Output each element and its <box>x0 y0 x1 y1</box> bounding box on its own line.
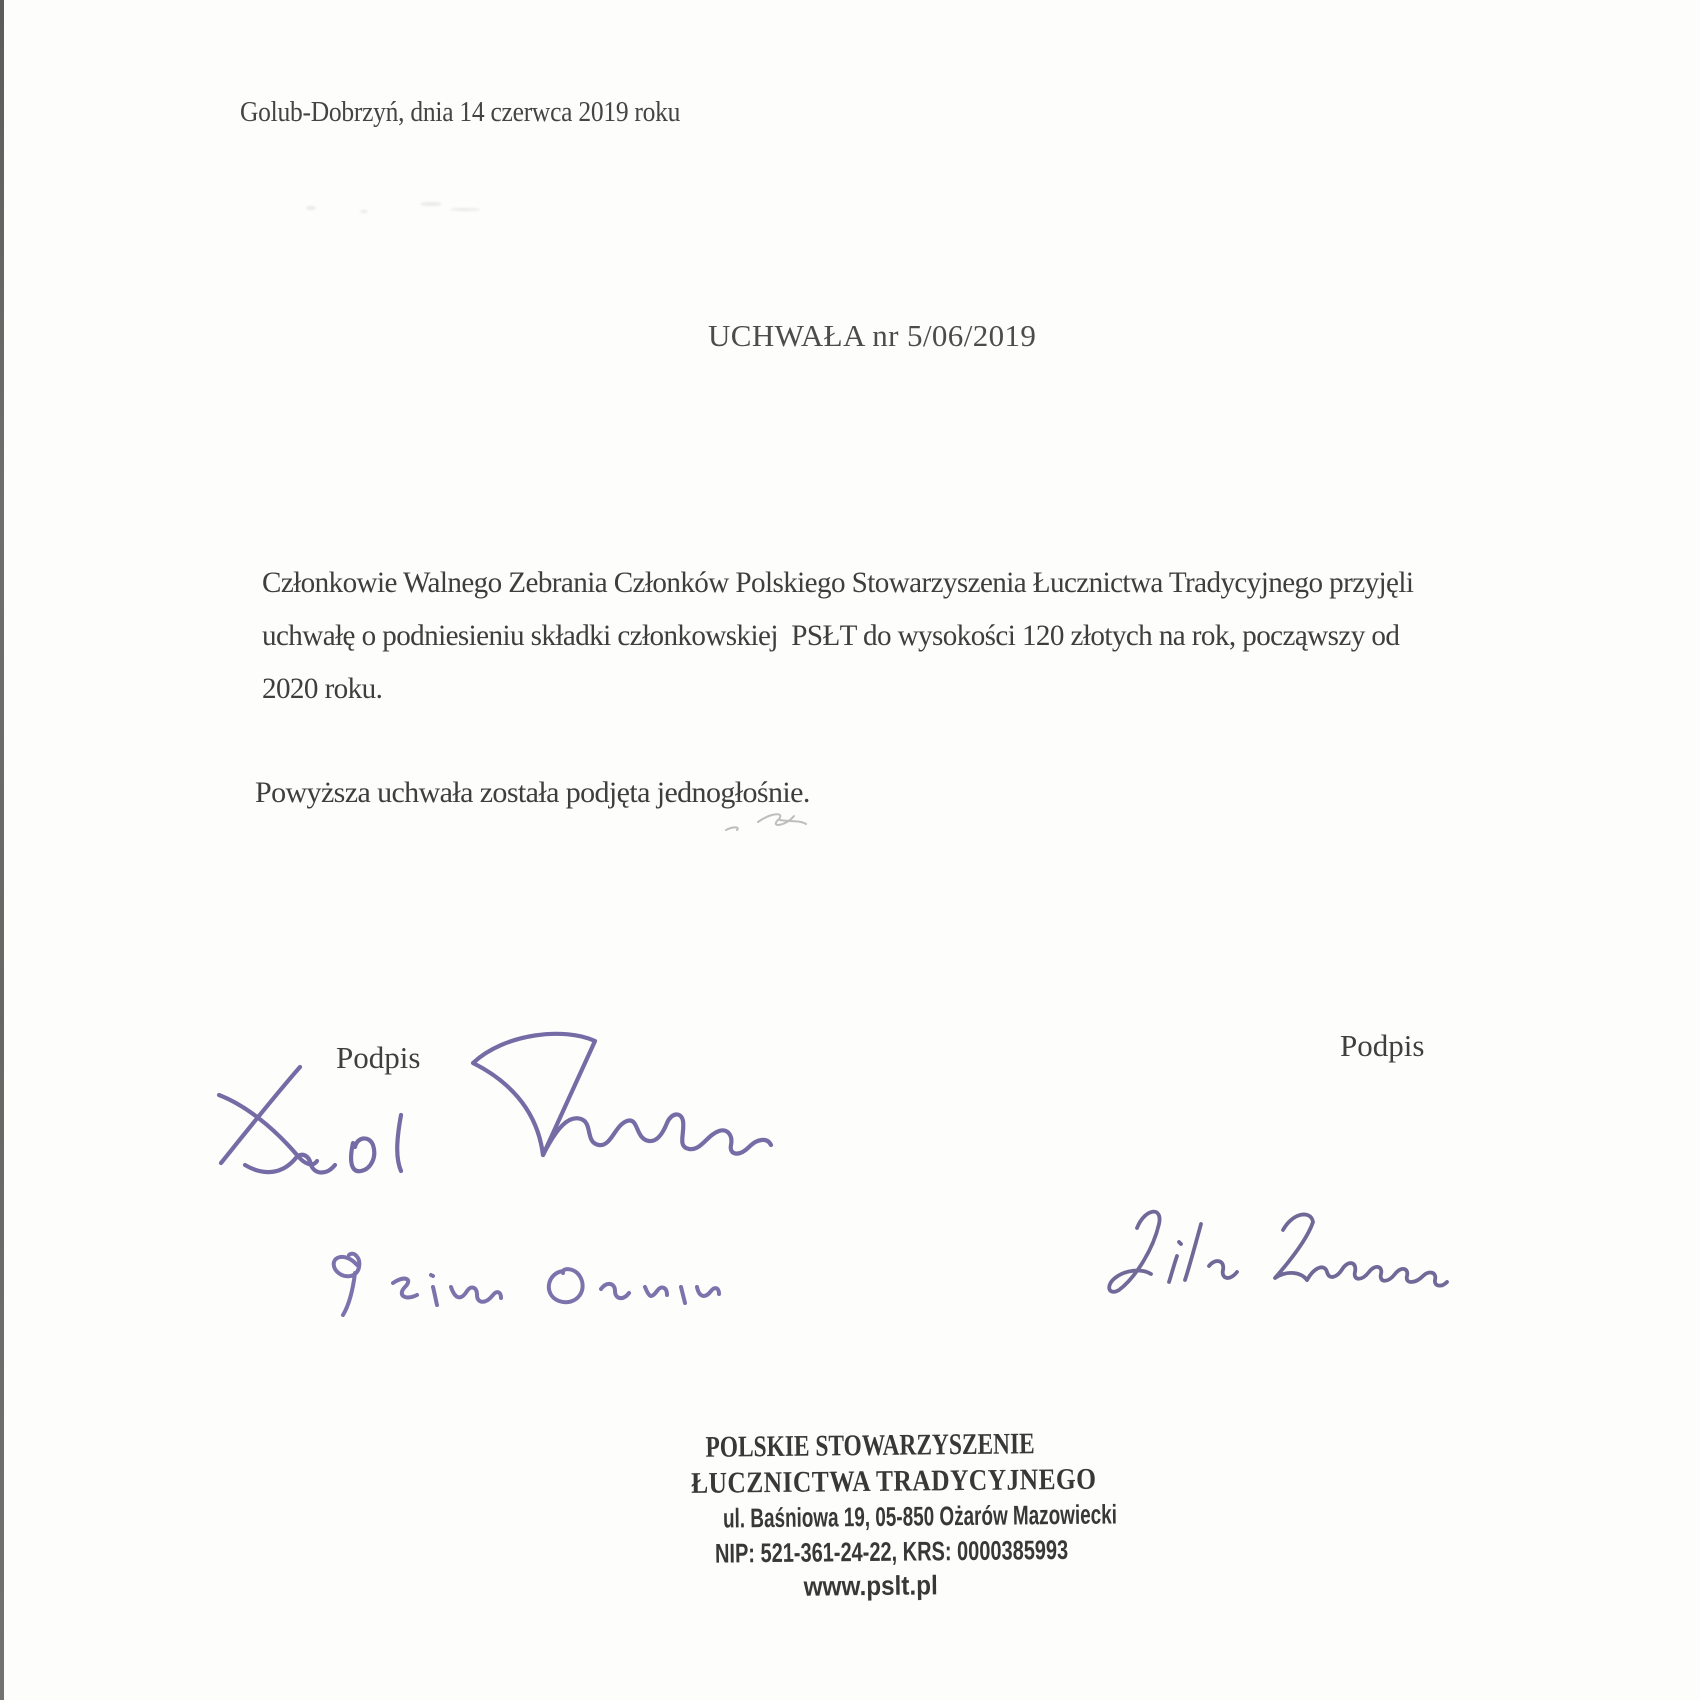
scan-edge-artifact <box>0 0 4 1700</box>
date-line: Golub-Dobrzyń, dnia 14 czerwca 2019 roku <box>240 96 681 128</box>
stamp-website: www.pslt.pl <box>803 1570 938 1602</box>
document-title: UCHWAŁA nr 5/06/2019 <box>708 318 1037 353</box>
signature-right-handwriting <box>1085 1200 1465 1315</box>
body-paragraph-line-3: 2020 roku. <box>262 672 383 705</box>
body-paragraph-line-1: Członkowie Walnego Zebrania Członków Polskiego Stowarzyszenia Łucznictwa Tradycyjnego przyjęli <box>262 566 1414 599</box>
association-stamp <box>659 1426 1118 1605</box>
signature-left-second-line <box>315 1243 725 1328</box>
pen-scratch-mark <box>720 808 830 843</box>
signature-label-right: Podpis <box>1340 1028 1425 1063</box>
stamp-nip-krs: NIP: 521-361-24-22, KRS: 0000385993 <box>714 1534 1069 1569</box>
body-paragraph-line-2: uchwałę o podniesieniu składki członkowskiej PSŁT do wysokości 120 złotych na rok, począwszy od <box>262 619 1400 652</box>
stamp-org-name-line-2: ŁUCZNICTWA TRADYCYJNEGO <box>690 1462 1097 1500</box>
stamp-org-name-line-1: POLSKIE STOWARZYSZENIE <box>705 1427 1035 1464</box>
signature-left-handwriting <box>205 1015 795 1200</box>
signature-label-left: Podpis <box>336 1040 421 1075</box>
faint-smudge-mark <box>300 192 500 222</box>
unanimous-note: Powyższa uchwała została podjęta jednogłośnie. <box>255 776 810 809</box>
stamp-address: ul. Baśniowa 19, 05-850 Ożarów Mazowiecki <box>722 1499 1118 1534</box>
